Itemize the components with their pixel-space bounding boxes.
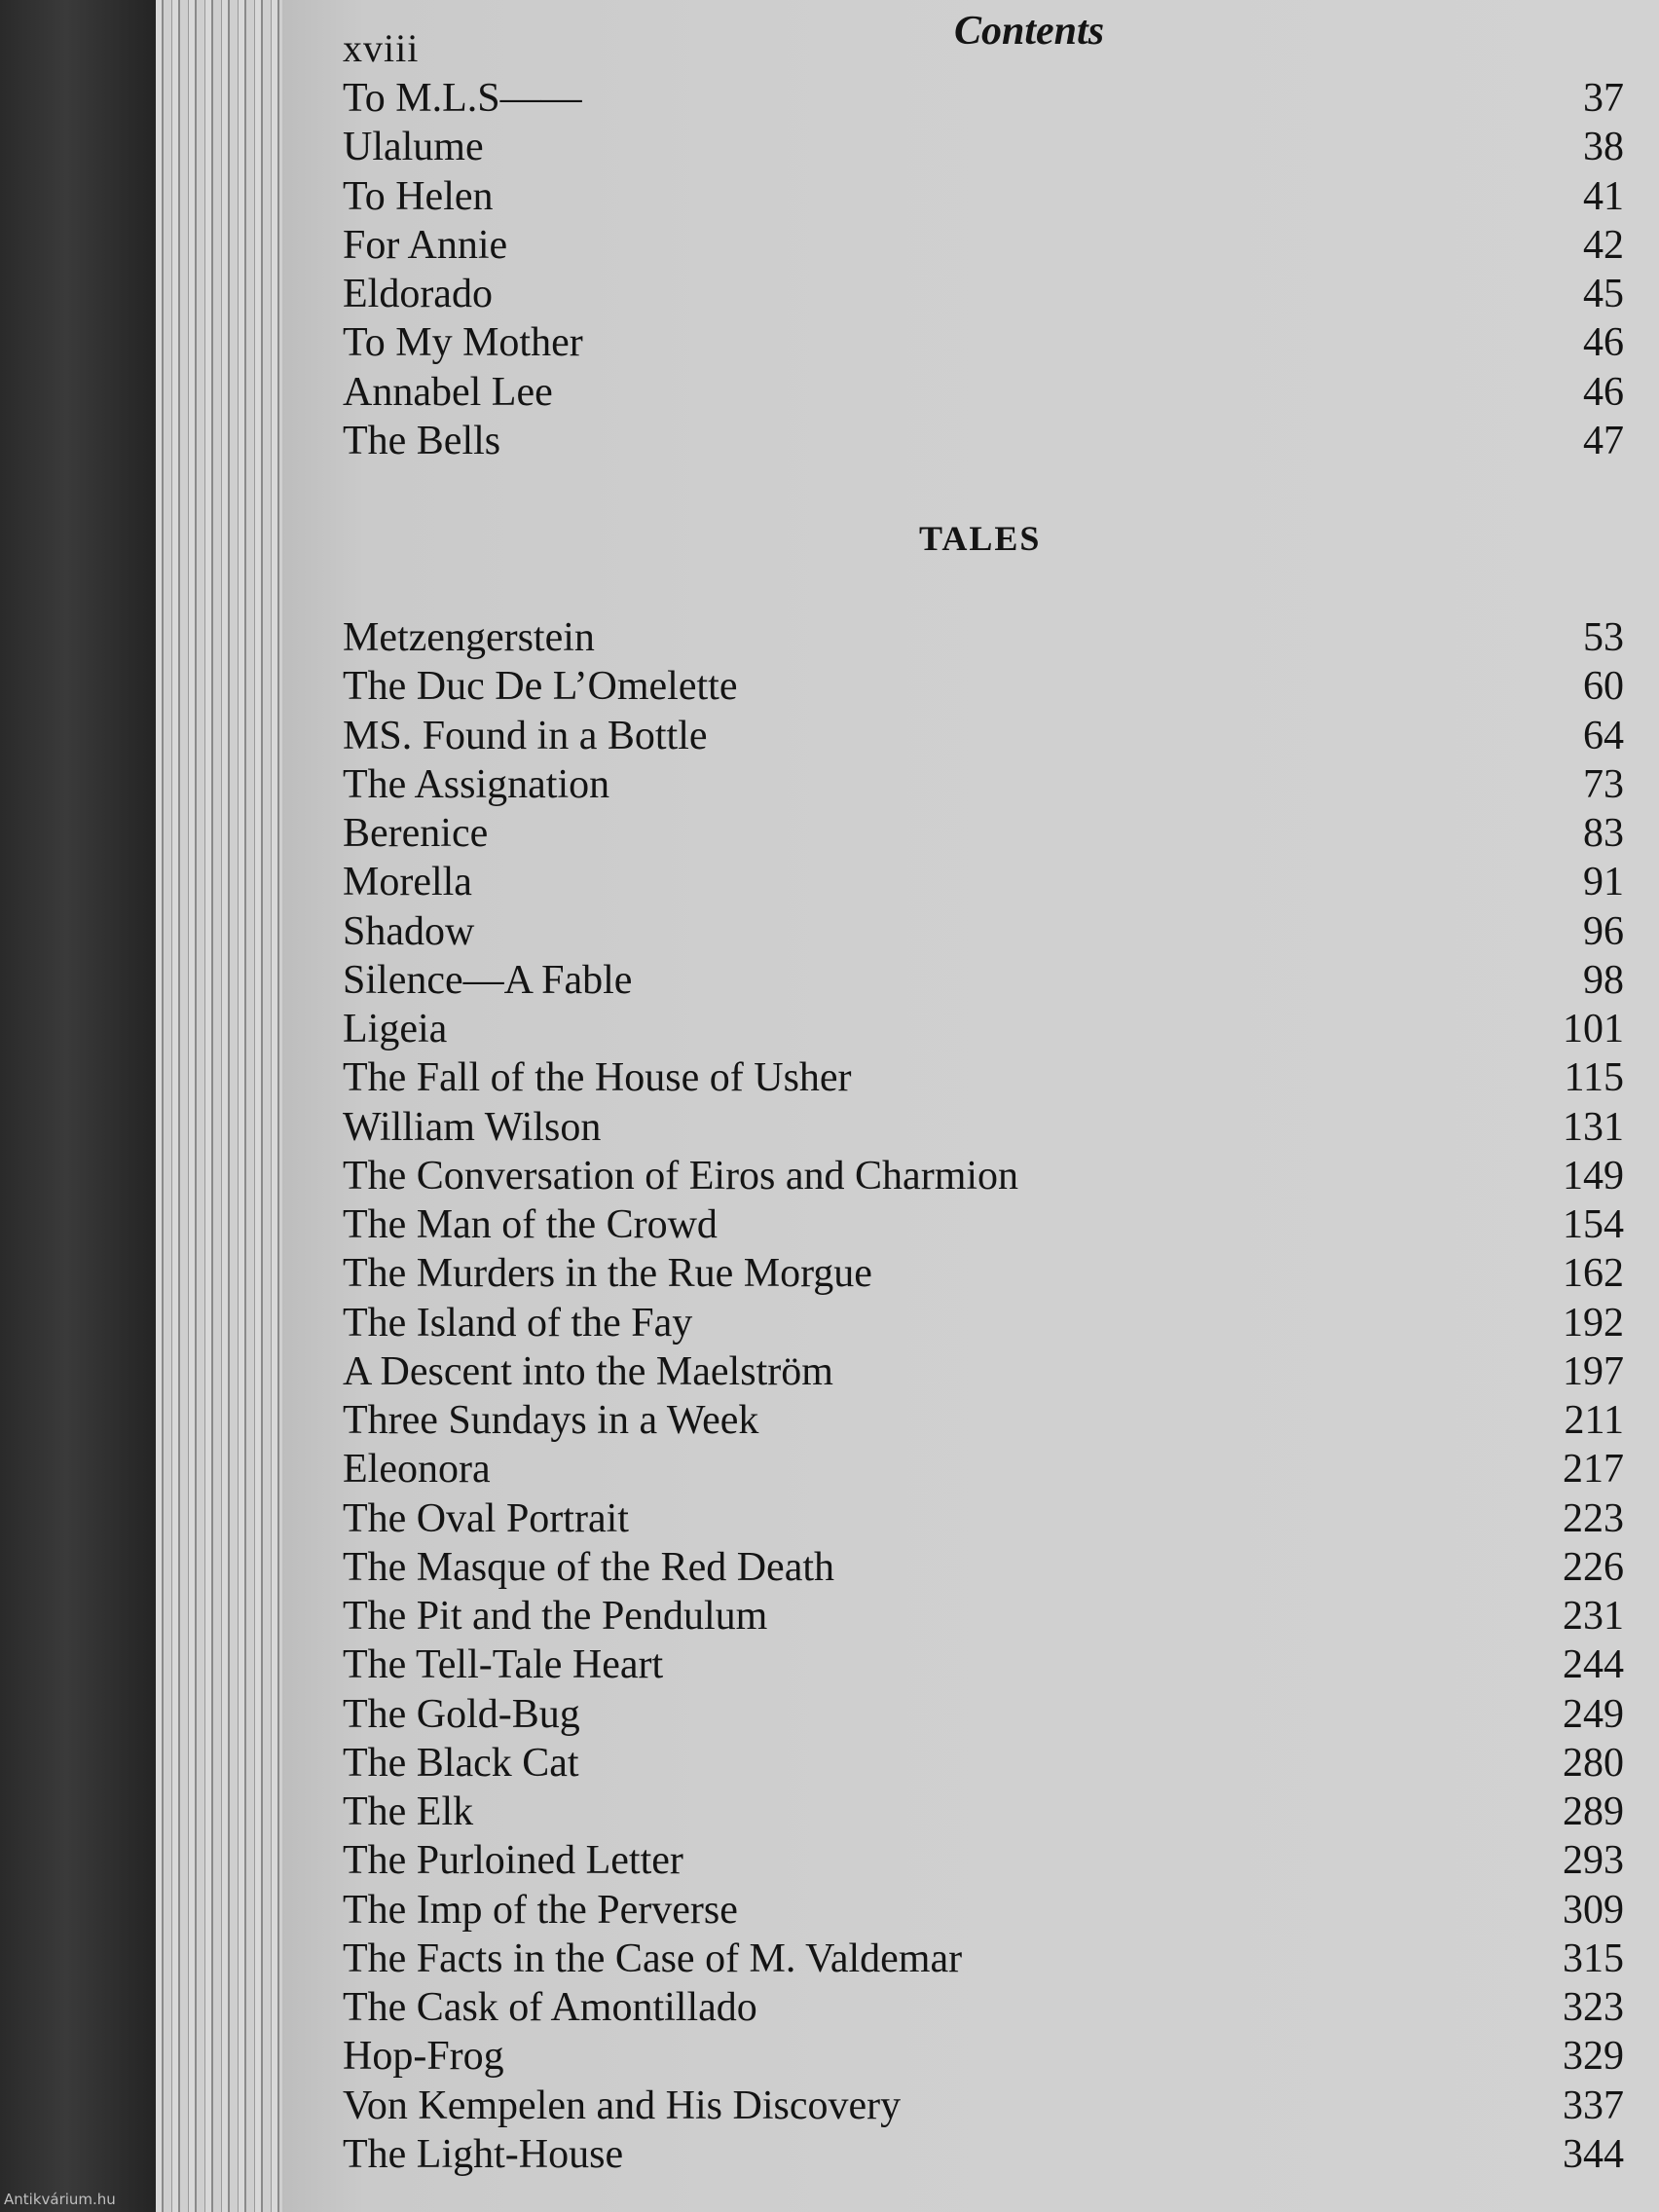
toc-entry-title: The Tell-Tale Heart bbox=[343, 1642, 664, 1688]
toc-entry-page-number: 226 bbox=[1563, 1544, 1624, 1590]
toc-entry-title: Ligeia bbox=[343, 1007, 448, 1051]
toc-entry-page-number: 280 bbox=[1563, 1740, 1624, 1786]
toc-entry bbox=[343, 1886, 1624, 1935]
toc-entry-page-number: 46 bbox=[1583, 369, 1624, 415]
toc-entry-title: The Gold-Bug bbox=[343, 1691, 580, 1737]
toc-entry bbox=[343, 1739, 1624, 1788]
toc-entry-title: The Man of the Crowd bbox=[343, 1202, 718, 1247]
toc-entry-page-number: 115 bbox=[1564, 1055, 1624, 1101]
toc-entry-title: William Wilson bbox=[343, 1104, 602, 1150]
toc-entry-title: To M.L.S—— bbox=[343, 76, 582, 121]
toc-entry-page-number: 47 bbox=[1583, 419, 1624, 464]
toc-entry-page-number: 223 bbox=[1563, 1495, 1624, 1541]
toc-entry-page-number: 38 bbox=[1583, 125, 1624, 170]
toc-entry-title: MS. Found in a Bottle bbox=[343, 713, 708, 758]
toc-entry-page-number: 289 bbox=[1563, 1789, 1624, 1834]
toc-entry-page-number: 73 bbox=[1583, 761, 1624, 807]
toc-entry-title: The Bells bbox=[343, 419, 501, 464]
toc-entry bbox=[343, 270, 1624, 318]
toc-entry-page-number: 323 bbox=[1563, 1985, 1624, 2030]
toc-entry-title: Hop-Frog bbox=[343, 2034, 504, 2080]
toc-entry-title: The Assignation bbox=[343, 761, 610, 807]
toc-entry-page-number: 83 bbox=[1583, 811, 1624, 856]
toc-entry-page-number: 64 bbox=[1583, 713, 1624, 758]
toc-entry-page-number: 211 bbox=[1564, 1398, 1624, 1443]
toc-entry bbox=[343, 123, 1624, 171]
toc-entry-title: The Fall of the House of Usher bbox=[343, 1055, 852, 1101]
toc-entry-title: The Facts in the Case of M. Valdemar bbox=[343, 1936, 963, 1981]
toc-entry-title: Metzengerstein bbox=[343, 615, 595, 660]
toc-entry-page-number: 91 bbox=[1583, 860, 1624, 905]
toc-entry-page-number: 337 bbox=[1563, 2083, 1624, 2128]
toc-entry-title: The Purloined Letter bbox=[343, 1838, 683, 1884]
toc-entry-title: Eleonora bbox=[343, 1447, 491, 1493]
toc-entry-title: The Conversation of Eiros and Charmion bbox=[343, 1153, 1019, 1198]
toc-entry bbox=[343, 1249, 1624, 1298]
toc-entry-page-number: 154 bbox=[1563, 1202, 1624, 1247]
toc-entry-title: Annabel Lee bbox=[343, 369, 553, 415]
page-number: xviii bbox=[343, 26, 420, 70]
running-head: Contents bbox=[954, 9, 1105, 54]
toc-entry bbox=[343, 760, 1624, 809]
toc-entry-title: The Elk bbox=[343, 1789, 474, 1834]
toc-entry-title: Silence—A Fable bbox=[343, 957, 633, 1003]
toc-entry-title: The Murders in the Rue Morgue bbox=[343, 1251, 872, 1297]
toc-entry bbox=[343, 417, 1624, 465]
toc-entry-title: Shadow bbox=[343, 908, 475, 954]
toc-entry-page-number: 42 bbox=[1583, 222, 1624, 268]
toc-entry bbox=[343, 1299, 1624, 1347]
toc-entry-title: The Masque of the Red Death bbox=[343, 1544, 835, 1590]
toc-entry bbox=[343, 712, 1624, 760]
toc-entry-title: The Imp of the Perverse bbox=[343, 1887, 738, 1933]
toc-entry-page-number: 344 bbox=[1563, 2131, 1624, 2177]
toc-entry-page-number: 46 bbox=[1583, 320, 1624, 366]
toc-entry bbox=[343, 1053, 1624, 1102]
toc-entry bbox=[343, 1788, 1624, 1836]
toc-entry-title: A Descent into the Maelström bbox=[343, 1348, 833, 1394]
toc-entry bbox=[343, 318, 1624, 367]
toc-entry-page-number: 131 bbox=[1563, 1104, 1624, 1150]
toc-entry-page-number: 197 bbox=[1563, 1348, 1624, 1394]
toc-entry bbox=[343, 907, 1624, 956]
toc-entry bbox=[343, 1152, 1624, 1200]
toc-entry-title: Eldorado bbox=[343, 272, 493, 317]
toc-entry-title: The Black Cat bbox=[343, 1740, 579, 1786]
toc-entry bbox=[343, 368, 1624, 417]
book-page-edges bbox=[156, 0, 292, 2212]
book-page bbox=[282, 0, 1659, 2212]
toc-entry bbox=[343, 1103, 1624, 1152]
toc-entry-page-number: 101 bbox=[1563, 1007, 1624, 1051]
toc-entry-page-number: 60 bbox=[1583, 664, 1624, 710]
toc-entry-title: Ulalume bbox=[343, 125, 484, 170]
toc-entry-page-number: 249 bbox=[1563, 1691, 1624, 1737]
toc-entry bbox=[343, 221, 1624, 270]
toc-entry bbox=[343, 809, 1624, 858]
toc-entry bbox=[343, 1005, 1624, 1053]
toc-entry-page-number: 293 bbox=[1563, 1838, 1624, 1884]
toc-entry bbox=[343, 74, 1624, 123]
watermark-text: Antikvárium.hu bbox=[4, 2191, 116, 2208]
toc-entry bbox=[343, 1641, 1624, 1689]
toc-entry-page-number: 45 bbox=[1583, 272, 1624, 317]
toc-entry-page-number: 315 bbox=[1563, 1936, 1624, 1981]
toc-entry-page-number: 244 bbox=[1563, 1642, 1624, 1688]
toc-entry-title: Von Kempelen and His Discovery bbox=[343, 2083, 902, 2128]
toc-entry bbox=[343, 2082, 1624, 2130]
toc-entry-page-number: 329 bbox=[1563, 2034, 1624, 2080]
toc-entry-page-number: 231 bbox=[1563, 1594, 1624, 1639]
toc-entry-title: Three Sundays in a Week bbox=[343, 1398, 759, 1443]
toc-entry-title: The Pit and the Pendulum bbox=[343, 1594, 768, 1639]
toc-entry bbox=[343, 1690, 1624, 1739]
toc-entry-page-number: 217 bbox=[1563, 1447, 1624, 1493]
toc-entry-page-number: 41 bbox=[1583, 173, 1624, 219]
toc-entry-page-number: 37 bbox=[1583, 76, 1624, 121]
toc-entry-page-number: 53 bbox=[1583, 615, 1624, 660]
toc-entry bbox=[343, 1200, 1624, 1249]
background-surface bbox=[0, 0, 166, 2212]
toc-entry-page-number: 96 bbox=[1583, 908, 1624, 954]
toc-entry bbox=[343, 1983, 1624, 2032]
toc-entry bbox=[343, 1396, 1624, 1445]
toc-entry bbox=[343, 858, 1624, 906]
toc-entry bbox=[343, 1445, 1624, 1493]
toc-entry bbox=[343, 662, 1624, 711]
toc-entry-title: The Island of the Fay bbox=[343, 1300, 693, 1346]
tales-contents-list bbox=[343, 613, 1624, 2179]
toc-entry bbox=[343, 1543, 1624, 1592]
toc-entry-title: Berenice bbox=[343, 811, 489, 856]
toc-entry-title: Morella bbox=[343, 860, 472, 905]
toc-entry-title: To My Mother bbox=[343, 320, 583, 366]
toc-entry-title: The Duc De L’Omelette bbox=[343, 664, 738, 710]
poems-contents-list bbox=[343, 74, 1624, 465]
toc-entry-page-number: 309 bbox=[1563, 1887, 1624, 1933]
toc-entry-title: The Oval Portrait bbox=[343, 1495, 629, 1541]
toc-entry bbox=[343, 2130, 1624, 2179]
toc-entry-page-number: 149 bbox=[1563, 1153, 1624, 1198]
toc-entry-title: The Light-House bbox=[343, 2131, 624, 2177]
toc-entry bbox=[343, 1592, 1624, 1641]
toc-entry bbox=[343, 613, 1624, 662]
toc-entry bbox=[343, 1347, 1624, 1396]
toc-entry-title: For Annie bbox=[343, 222, 508, 268]
toc-entry-page-number: 192 bbox=[1563, 1300, 1624, 1346]
toc-entry bbox=[343, 1935, 1624, 1983]
toc-entry-page-number: 162 bbox=[1563, 1251, 1624, 1297]
toc-entry-page-number: 98 bbox=[1583, 957, 1624, 1003]
toc-entry-title: To Helen bbox=[343, 173, 494, 219]
toc-entry bbox=[343, 2032, 1624, 2081]
toc-entry bbox=[343, 1836, 1624, 1885]
toc-entry bbox=[343, 172, 1624, 221]
toc-entry bbox=[343, 1494, 1624, 1543]
toc-entry bbox=[343, 956, 1624, 1005]
page-header bbox=[343, 8, 1620, 70]
toc-entry-title: The Cask of Amontillado bbox=[343, 1985, 757, 2030]
section-heading-label: TALES bbox=[919, 519, 1042, 558]
